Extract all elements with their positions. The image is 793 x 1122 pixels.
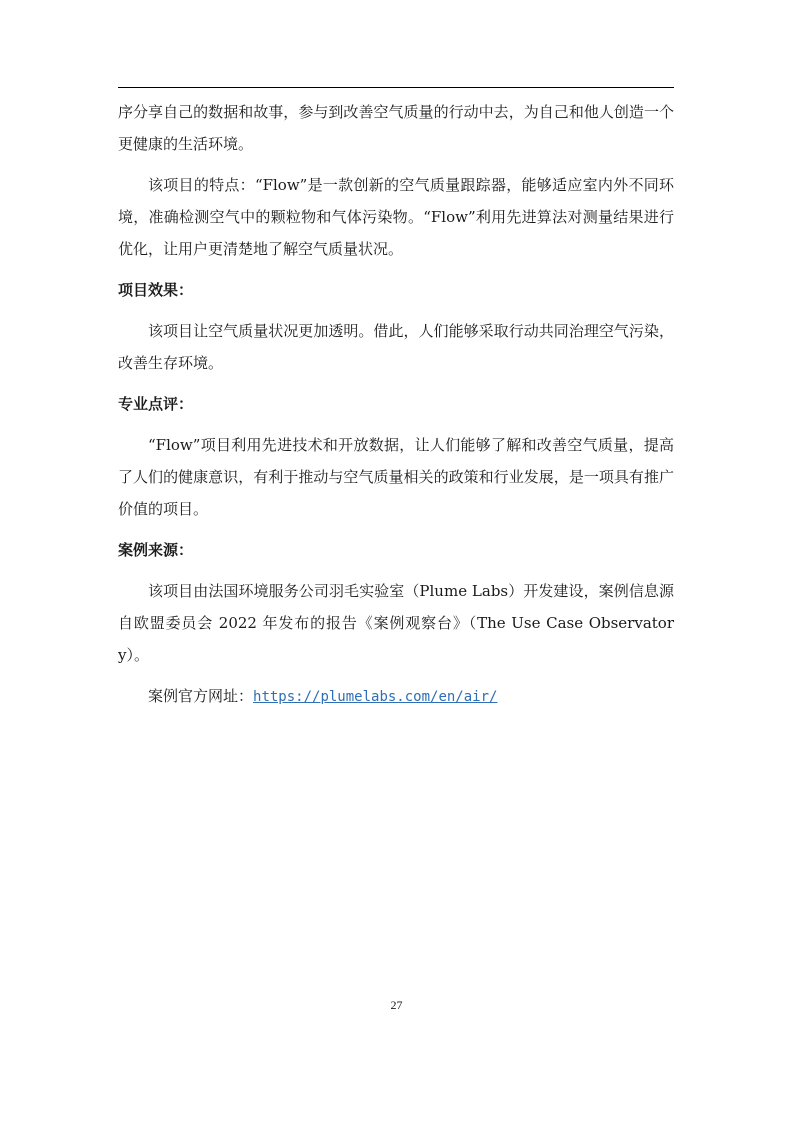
heading-expert-review: 专业点评：: [118, 395, 194, 413]
paragraph-source: 该项目由法国环境服务公司羽毛实验室（Plume Labs）开发建设，案例信息源自欧盟委员会 2022 年发布的报告《案例观察台》（The Use Case Observatory）。: [118, 582, 674, 664]
paragraph-review: “Flow”项目利用先进技术和开放数据，让人们能够了解和改善空气质量，提高了人们的健康意识，有利于推动与空气质量相关的政策和行业发展，是一项具有推广价值的项目。: [118, 436, 674, 518]
header-rule: [118, 87, 674, 88]
paragraph-continuation: 序分享自己的数据和故事，参与到改善空气质量的行动中去，为自己和他人创造一个更健康的生活环境。: [118, 103, 674, 153]
paragraph-effect: 该项目让空气质量状况更加透明。借此，人们能够采取行动共同治理空气污染，改善生存环境。: [118, 322, 674, 372]
heading-project-effect: 项目效果：: [118, 281, 194, 299]
page-number: 27: [390, 998, 403, 1012]
heading-case-source: 案例来源：: [118, 541, 194, 559]
website-label: 案例官方网址：: [148, 687, 254, 705]
website-link[interactable]: https://plumelabs.com/en/air/: [253, 689, 498, 705]
paragraph-features: 该项目的特点：“Flow”是一款创新的空气质量跟踪器，能够适应室内外不同环境，准确检测空气中的颗粒物和气体污染物。“Flow”利用先进算法对测量结果进行优化，让用户更清楚地了解空气质量状况。: [118, 176, 674, 258]
document-body: [118, 96, 674, 713]
website-line: [118, 680, 674, 713]
